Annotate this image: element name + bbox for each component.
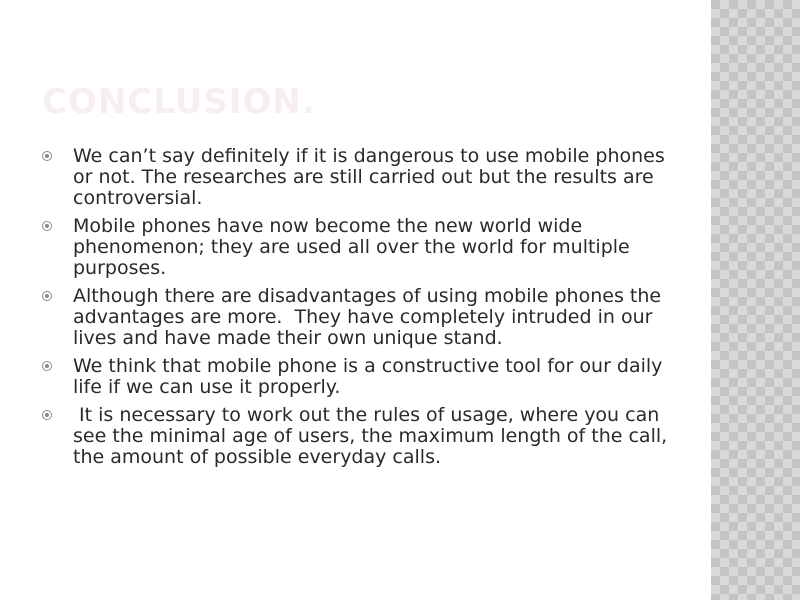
- bullet-text: Although there are disadvantages of using mobile phones the advantages are more. They have completely intruded in our lives and have made their own unique stand.: [73, 285, 668, 349]
- bullet-text: We can’t say definitely if it is dangerous to use mobile phones or not. The researches are still carried out but the results are controversial.: [73, 145, 671, 209]
- bullet-item: [42, 356, 682, 398]
- circle-bullet-icon: [42, 361, 52, 371]
- bullet-text: We think that mobile phone is a constructive tool for our daily life if we can use it properly.: [73, 355, 669, 398]
- bullet-list: [42, 146, 682, 475]
- circle-bullet-icon: [42, 221, 52, 231]
- bullet-item: [42, 286, 682, 349]
- bullet-text: It is necessary to work out the rules of usage, where you can see the minimal age of users, the maximum length of the call, the amount of possible everyday calls.: [73, 404, 674, 468]
- circle-bullet-icon: [42, 410, 52, 420]
- circle-bullet-icon: [42, 151, 52, 161]
- bullet-item: [42, 146, 682, 209]
- circle-bullet-icon: [42, 291, 52, 301]
- decorative-side-panel: [711, 0, 800, 600]
- slide-title: CONCLUSION.: [42, 82, 316, 122]
- bullet-text: Mobile phones have now become the new world wide phenomenon; they are used all over the world for multiple purposes.: [73, 215, 636, 279]
- bullet-item: [42, 216, 682, 279]
- bullet-item: [42, 405, 682, 468]
